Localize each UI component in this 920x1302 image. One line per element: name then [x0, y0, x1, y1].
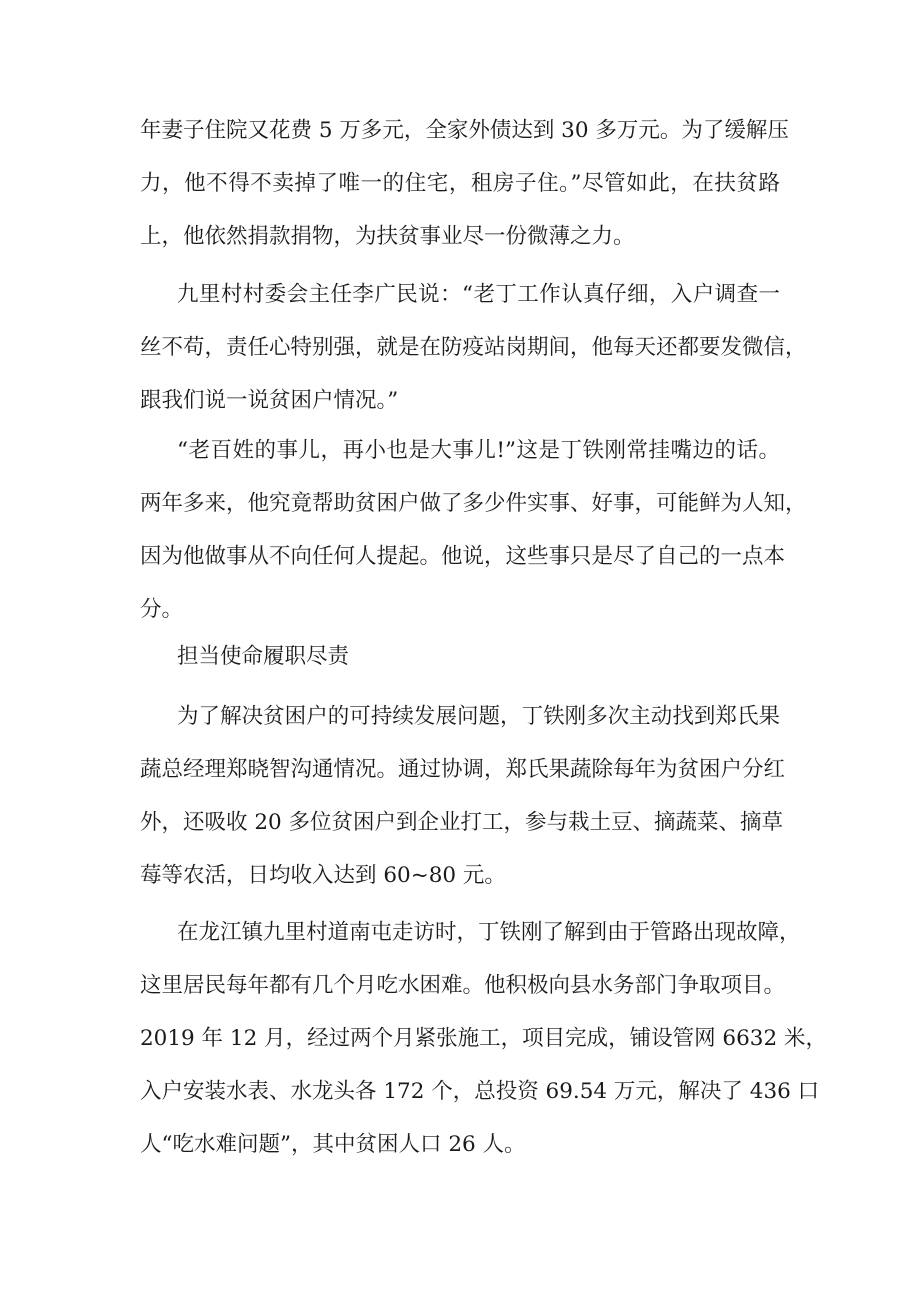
paragraph-2 [140, 268, 807, 427]
paragraph-line: 年妻子住院又花费 5 万多元，全家外债达到 30 多万元。为了缓解压 [140, 118, 789, 143]
paragraph-line: 蔬总经理郑晓智沟通情况。通过协调，郑氏果蔬除每年为贫困户分红 [140, 757, 786, 782]
paragraph-line: 2019 年 12 月，经过两个月紧张施工，项目完成，铺设管网 6632 米， [140, 1026, 827, 1051]
paragraph-line: 这里居民每年都有几个月吃水困难。他积极向县水务部门争取项目。 [140, 973, 786, 998]
paragraph-line: 在龙江镇九里村道南屯走访时，丁铁刚了解到由于管路出现故障， [177, 920, 801, 945]
paragraph-line: 上，他依然捐款捐物，为扶贫事业尽一份微薄之力。 [140, 224, 635, 249]
paragraph-line: 分。 [140, 597, 184, 622]
paragraph-line: 入户安装水表、水龙头各 172 个，总投资 69.54 万元，解决了 436 口 [140, 1079, 820, 1104]
paragraph-5 [140, 690, 786, 902]
section-heading-text: 担当使命履职尽责 [177, 644, 350, 669]
section-heading [140, 630, 780, 683]
paragraph-line: 因为他做事从不向任何人提起。他说，这些事只是尽了自己的一点本 [140, 544, 786, 569]
paragraph-line: “老百姓的事儿，再小也是大事儿!”这是丁铁刚常挂嘴边的话。 [177, 438, 780, 463]
paragraph-line: 九里村村委会主任李广民说：“老丁工作认真仔细，入户调查一 [177, 282, 780, 307]
paragraph-line: 人“吃水难问题”，其中贫困人口 26 人。 [140, 1132, 526, 1157]
paragraph-line: 外，还吸收 20 多位贫困户到企业打工，参与栽土豆、摘蔬菜、摘草 [140, 810, 784, 835]
paragraph-line: 跟我们说一说贫困户情况。” [140, 388, 399, 413]
paragraph-line: 丝不苟，责任心特别强，就是在防疫站岗期间，他每天还都要发微信， [140, 335, 807, 360]
paragraph-line: 两年多来，他究竟帮助贫困户做了多少件实事、好事，可能鲜为人知， [140, 491, 807, 516]
paragraph-line: 莓等农活，日均收入达到 60~80 元。 [140, 863, 506, 888]
paragraph-6 [140, 906, 827, 1171]
paragraph-3 [140, 424, 807, 636]
paragraph-1 [140, 104, 789, 263]
paragraph-line: 为了解决贫困户的可持续发展问题，丁铁刚多次主动找到郑氏果 [177, 704, 780, 729]
paragraph-line: 力，他不得不卖掉了唯一的住宅，租房子住。”尽管如此，在扶贫路 [140, 171, 780, 196]
